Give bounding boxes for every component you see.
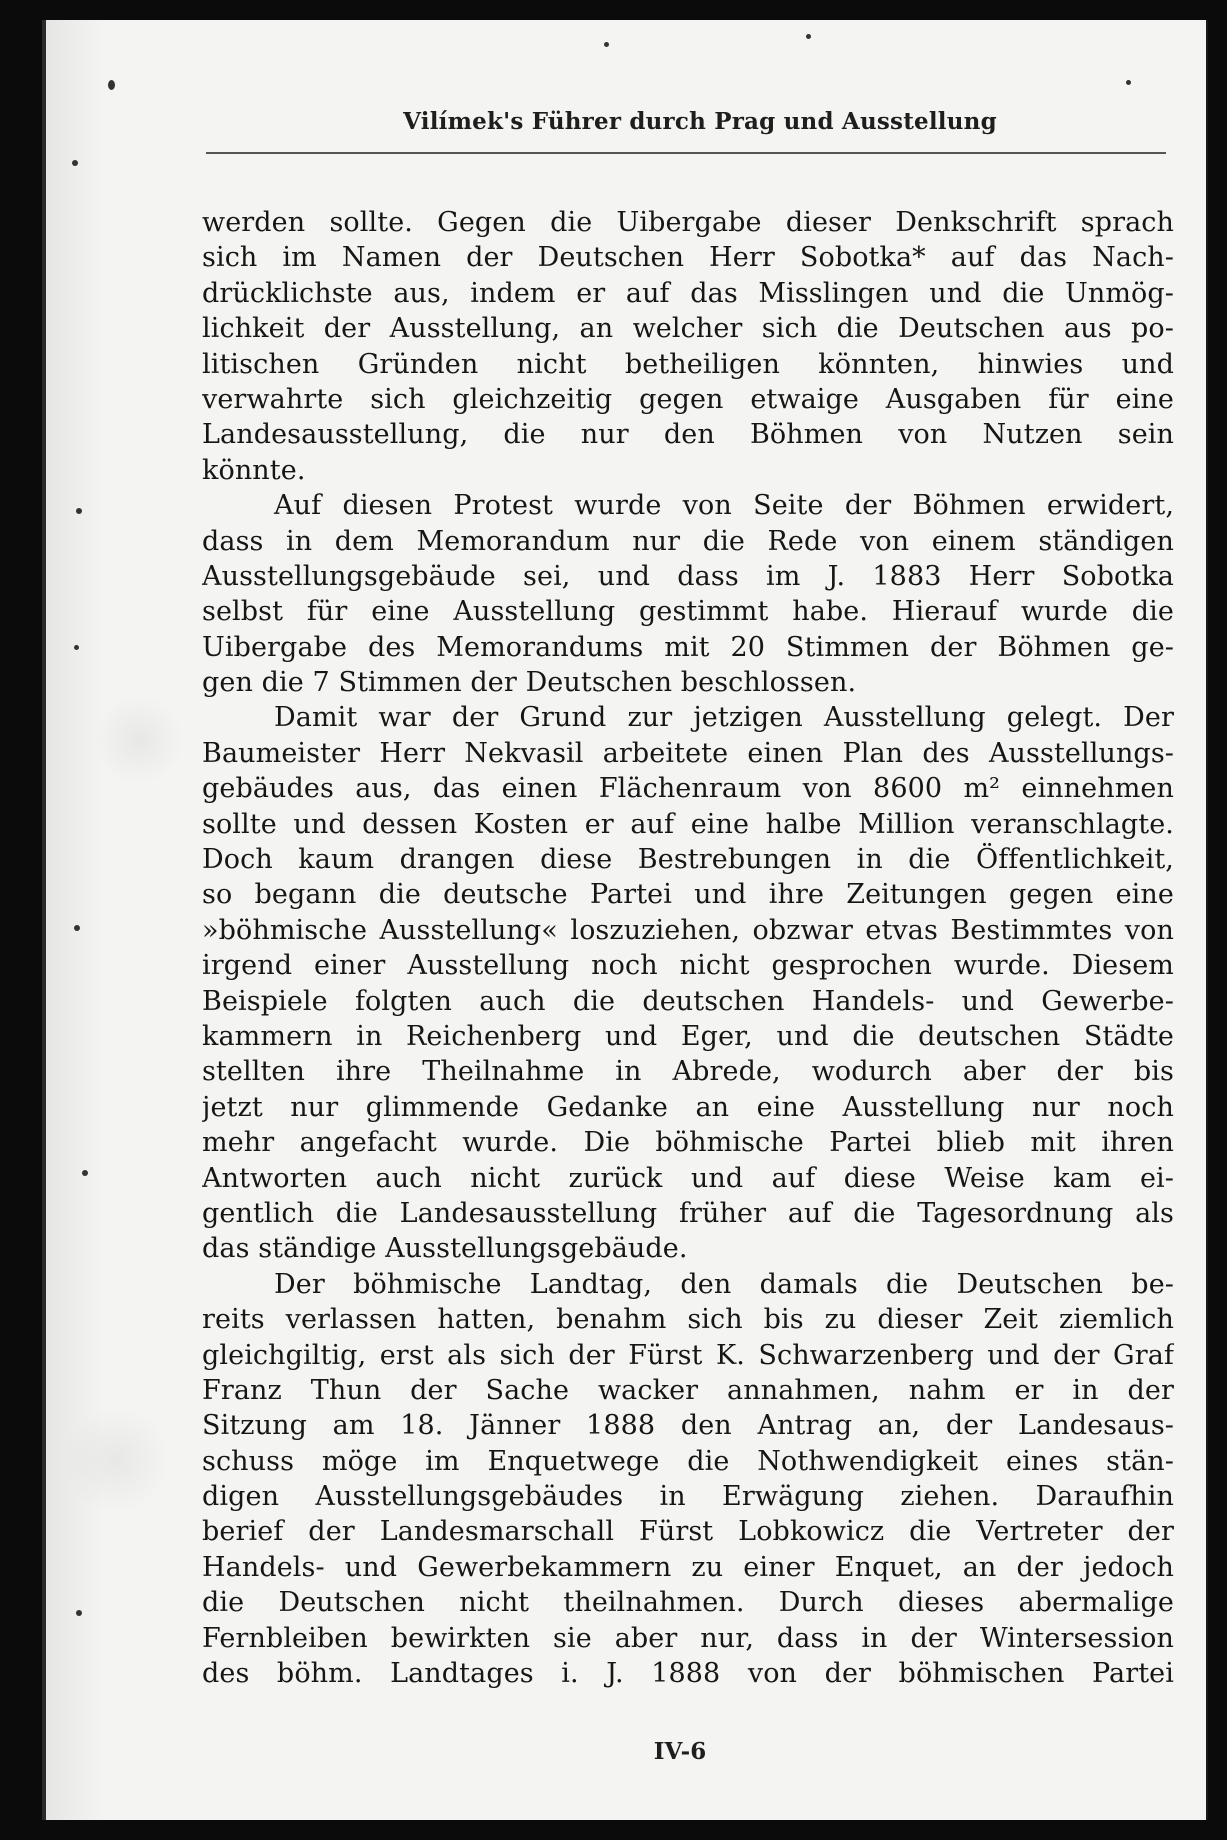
paragraph-2 bbox=[202, 488, 1174, 700]
paragraph-3 bbox=[202, 700, 1174, 1266]
text-line: digen Ausstellungsgebäudes in Erwägung ziehen. Daraufhin bbox=[202, 1481, 1174, 1513]
text-line: drücklichste aus, indem er auf das Misslingen und die Unmög- bbox=[202, 277, 1174, 309]
ink-speck bbox=[604, 42, 609, 47]
text-line: Damit war der Grund zur jetzigen Ausstellung gelegt. Der bbox=[274, 702, 1174, 734]
ink-speck bbox=[806, 34, 811, 39]
text-line: »böhmische Ausstellung« loszuziehen, obzwar etvas Bestimmtes von bbox=[202, 914, 1174, 946]
text-line: des böhm. Landtages i. J. 1888 von der böhmischen Partei bbox=[202, 1658, 1174, 1690]
text-line: Sitzung am 18. Jänner 1888 den Antrag an, der Landesaus- bbox=[202, 1410, 1174, 1442]
text-line: Handels- und Gewerbekammern zu einer Enquet, an der jedoch bbox=[202, 1551, 1174, 1583]
page-number: IV-6 bbox=[653, 1738, 707, 1765]
text-line: Der böhmische Landtag, den damals die Deutschen be- bbox=[274, 1268, 1174, 1300]
text-line: dass in dem Memorandum nur die Rede von einem ständigen bbox=[202, 525, 1174, 557]
text-line: lichkeit der Ausstellung, an welcher sich die Deutschen aus po- bbox=[202, 313, 1174, 345]
text-line: mehr angefacht wurde. Die böhmische Partei blieb mit ihren bbox=[202, 1127, 1174, 1159]
ink-speck bbox=[74, 925, 80, 931]
header-divider bbox=[206, 152, 1166, 154]
text-line: Doch kaum drangen diese Bestrebungen in die Öffentlichkeit, bbox=[202, 844, 1174, 876]
body-text bbox=[202, 205, 1174, 1691]
paragraph-4 bbox=[202, 1267, 1174, 1692]
text-line: stellten ihre Theilnahme in Abrede, wodurch aber der bis bbox=[202, 1056, 1174, 1088]
running-head: Vilímek's Führer durch Prag und Ausstellung bbox=[403, 108, 997, 135]
text-line: jetzt nur glimmende Gedanke an eine Ausstellung nur noch bbox=[202, 1091, 1174, 1123]
text-line: so begann die deutsche Partei und ihre Zeitungen gegen eine bbox=[202, 879, 1174, 911]
text-line: gleichgiltig, erst als sich der Fürst K. Schwarzenberg und der Graf bbox=[202, 1339, 1174, 1371]
text-line: Uibergabe des Memorandums mit 20 Stimmen der Böhmen ge- bbox=[202, 631, 1174, 663]
ink-speck bbox=[1126, 80, 1131, 85]
text-line: verwahrte sich gleichzeitig gegen etwaige Ausgaben für eine bbox=[202, 383, 1174, 415]
text-line: Auf diesen Protest wurde von Seite der Böhmen erwidert, bbox=[274, 490, 1174, 522]
text-line: schuss möge im Enquetwege die Nothwendigkeit eines stän- bbox=[202, 1445, 1174, 1477]
text-line: sollte und dessen Kosten er auf eine halbe Million veranschlagte. bbox=[202, 808, 1174, 840]
text-line: könnte. bbox=[202, 454, 306, 486]
text-line: kammern in Reichenberg und Eger, und die deutschen Städte bbox=[202, 1020, 1174, 1052]
text-line: sich im Namen der Deutschen Herr Sobotka* auf das Nach- bbox=[202, 242, 1174, 274]
text-line: gen die 7 Stimmen der Deutschen beschlossen. bbox=[202, 667, 857, 699]
ink-speck bbox=[76, 1610, 82, 1616]
ink-speck bbox=[108, 80, 115, 90]
text-line: Baumeister Herr Nekvasil arbeitete einen Plan des Ausstellungs- bbox=[202, 737, 1174, 769]
text-line: Beispiele folgten auch die deutschen Handels- und Gewerbe- bbox=[202, 985, 1174, 1017]
text-line: gentlich die Landesausstellung früher auf die Tagesordnung als bbox=[202, 1197, 1174, 1229]
ink-speck bbox=[82, 1170, 88, 1176]
text-line: das ständige Ausstellungsgebäude. bbox=[202, 1233, 688, 1265]
text-line: irgend einer Ausstellung noch nicht gesprochen wurde. Diesem bbox=[202, 950, 1174, 982]
ink-speck bbox=[74, 645, 79, 650]
ink-speck bbox=[72, 160, 78, 166]
text-line: litischen Gründen nicht betheiligen könnten, hinwies und bbox=[202, 348, 1174, 380]
text-line: Franz Thun der Sache wacker annahmen, nahm er in der bbox=[202, 1374, 1174, 1406]
text-line: Antworten auch nicht zurück und auf diese Weise kam ei- bbox=[202, 1162, 1174, 1194]
text-line: berief der Landesmarschall Fürst Lobkowicz die Vertreter der bbox=[202, 1516, 1174, 1548]
text-line: die Deutschen nicht theilnahmen. Durch dieses abermalige bbox=[202, 1587, 1174, 1619]
text-line: Landesausstellung, die nur den Böhmen von Nutzen sein bbox=[202, 419, 1174, 451]
text-line: reits verlassen hatten, benahm sich bis zu dieser Zeit ziemlich bbox=[202, 1304, 1174, 1336]
text-line: Fernbleiben bewirkten sie aber nur, dass in der Wintersession bbox=[202, 1622, 1174, 1654]
paragraph-1 bbox=[202, 205, 1174, 488]
text-line: gebäudes aus, das einen Flächenraum von 8600 m² einnehmen bbox=[202, 773, 1174, 805]
text-line: Ausstellungsgebäude sei, und dass im J. 1883 Herr Sobotka bbox=[202, 560, 1174, 592]
text-line: werden sollte. Gegen die Uibergabe dieser Denkschrift sprach bbox=[202, 207, 1174, 238]
text-line: selbst für eine Ausstellung gestimmt habe. Hierauf wurde die bbox=[202, 596, 1174, 628]
ink-speck bbox=[76, 508, 82, 514]
